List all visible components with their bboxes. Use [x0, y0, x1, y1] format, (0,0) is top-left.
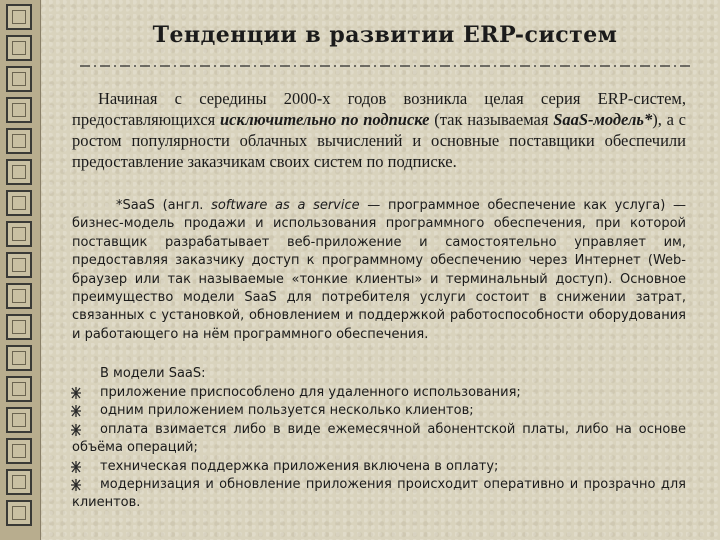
ornament-bullet-icon: [70, 460, 82, 474]
border-cell: [6, 128, 32, 154]
model-list-item-text: оплата взимается либо в виде ежемесячной абонентской платы, либо на основе объёма операций;: [72, 421, 686, 456]
note-english-term: software as a service: [211, 198, 360, 213]
ornament-bullet-icon: [70, 478, 82, 492]
border-cell: [6, 221, 32, 247]
border-cell: [6, 97, 32, 123]
ornament-bullet-icon: [70, 404, 82, 418]
saas-footnote: [72, 197, 686, 344]
note-text: — программное обеспечение как услуга) — бизнес-модель продажи и использования программного обеспечения, при которой поставщик разрабатывает веб-приложение и самостоятельно управляет им, предоставляя заказчику доступ к программному обеспечению через Интернет (Web-браузер или так называемые «тонкие клиенты» и терминальный доступ). Основное преимущество модели SaaS для потребителя услуги состоит в снижении затрат, связанных с установкой, обновлением и поддержкой работоспособности оборудования и работающего на нём программного обеспечения.: [72, 198, 687, 342]
border-cell: [6, 35, 32, 61]
border-cell: [6, 66, 32, 92]
model-list-item: [72, 421, 686, 458]
model-list-item: [72, 458, 686, 476]
model-list-item-text: модернизация и обновление приложения происходит оперативно и прозрачно для клиентов.: [72, 477, 686, 511]
border-cell: [6, 500, 32, 526]
model-list-item-text: одним приложением пользуется несколько клиентов;: [100, 403, 474, 419]
border-cell: [6, 283, 32, 309]
border-cell: [6, 438, 32, 464]
model-list-item-text: техническая поддержка приложения включена в оплату;: [100, 458, 499, 474]
ornament-divider: [80, 60, 690, 72]
page-title: Тенденции в развитии ERP-систем: [152, 22, 618, 48]
intro-paragraph: [72, 88, 686, 172]
border-cell: [6, 4, 32, 30]
model-list-item-text: приложение приспособлено для удаленного использования;: [100, 385, 521, 400]
decorative-border: [0, 0, 41, 540]
model-list-item: [72, 476, 686, 513]
border-cell: [6, 314, 32, 340]
intro-text-3: ), а с ростом популярности облачных вычислений и основные поставщики обеспечили предоставление заказчикам своих систем по подписке.: [72, 110, 686, 171]
intro-emphasis: исключительно по подписке: [220, 110, 430, 129]
border-cell: [6, 376, 32, 402]
border-cell: [6, 407, 32, 433]
border-cell: [6, 190, 32, 216]
model-list-item: [72, 384, 686, 402]
intro-text-2: (так называемая: [429, 110, 554, 129]
model-heading: В модели SaaS:: [100, 366, 206, 381]
border-cell: [6, 252, 32, 278]
border-cell: [6, 345, 32, 371]
model-list: [72, 384, 686, 513]
note-lead: *SaaS (англ.: [116, 198, 212, 213]
model-list-item: [72, 402, 686, 420]
border-cell: [6, 159, 32, 185]
ornament-bullet-icon: [70, 423, 82, 437]
border-cell: [6, 469, 32, 495]
saas-term: SaaS-модель*: [553, 110, 653, 129]
intro-text-1: Начиная с середины 2000-х годов возникла целая серия ERP-систем, предоставляющихся: [72, 89, 686, 129]
ornament-bullet-icon: [70, 386, 82, 400]
